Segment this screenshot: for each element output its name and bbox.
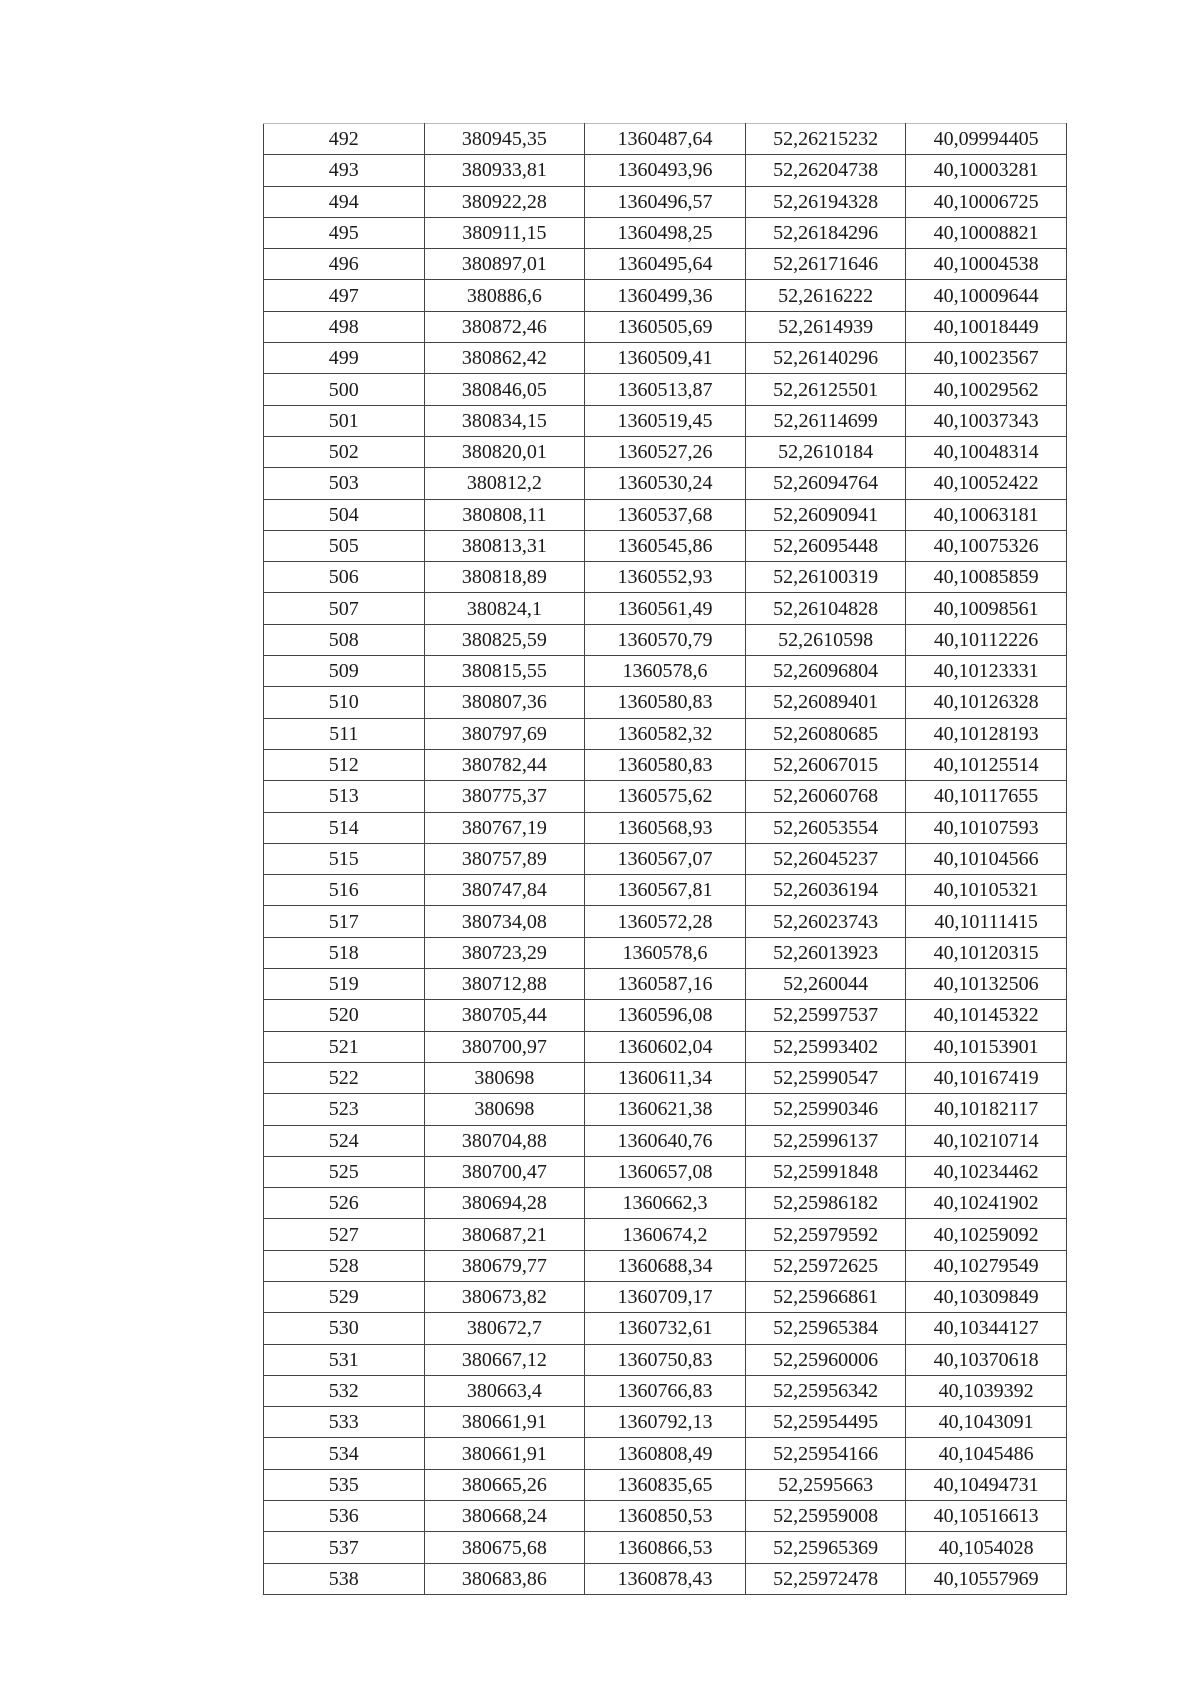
latitude-cell: 52,25965384 <box>745 1313 906 1344</box>
longitude-cell: 40,10125514 <box>906 749 1067 780</box>
latitude-cell: 52,2614939 <box>745 311 906 342</box>
table-row <box>264 1281 1067 1312</box>
longitude-cell: 40,10370618 <box>906 1344 1067 1375</box>
table-row <box>264 1031 1067 1062</box>
point-number-cell: 512 <box>264 749 425 780</box>
x-coordinate-cell: 380825,59 <box>424 624 585 655</box>
longitude-cell: 40,10107593 <box>906 812 1067 843</box>
longitude-cell: 40,10023567 <box>906 343 1067 374</box>
x-coordinate-cell: 380862,42 <box>424 343 585 374</box>
y-coordinate-cell: 1360621,38 <box>585 1094 746 1125</box>
y-coordinate-cell: 1360575,62 <box>585 781 746 812</box>
y-coordinate-cell: 1360766,83 <box>585 1375 746 1406</box>
latitude-cell: 52,25979592 <box>745 1219 906 1250</box>
longitude-cell: 40,10112226 <box>906 624 1067 655</box>
point-number-cell: 519 <box>264 969 425 1000</box>
table-row <box>264 593 1067 624</box>
latitude-cell: 52,25956342 <box>745 1375 906 1406</box>
x-coordinate-cell: 380782,44 <box>424 749 585 780</box>
latitude-cell: 52,26194328 <box>745 186 906 217</box>
x-coordinate-cell: 380834,15 <box>424 405 585 436</box>
longitude-cell: 40,10075326 <box>906 530 1067 561</box>
longitude-cell: 40,10003281 <box>906 155 1067 186</box>
point-number-cell: 536 <box>264 1501 425 1532</box>
longitude-cell: 40,10494731 <box>906 1469 1067 1500</box>
point-number-cell: 530 <box>264 1313 425 1344</box>
latitude-cell: 52,25991848 <box>745 1156 906 1187</box>
y-coordinate-cell: 1360850,53 <box>585 1501 746 1532</box>
latitude-cell: 52,26090941 <box>745 499 906 530</box>
longitude-cell: 40,10029562 <box>906 374 1067 405</box>
longitude-cell: 40,10104566 <box>906 843 1067 874</box>
longitude-cell: 40,10008821 <box>906 217 1067 248</box>
point-number-cell: 508 <box>264 624 425 655</box>
table-row <box>264 249 1067 280</box>
point-number-cell: 503 <box>264 468 425 499</box>
table-row <box>264 1125 1067 1156</box>
point-number-cell: 515 <box>264 843 425 874</box>
table-row <box>264 687 1067 718</box>
x-coordinate-cell: 380911,15 <box>424 217 585 248</box>
y-coordinate-cell: 1360640,76 <box>585 1125 746 1156</box>
table-row <box>264 1532 1067 1563</box>
point-number-cell: 518 <box>264 937 425 968</box>
point-number-cell: 527 <box>264 1219 425 1250</box>
table-row <box>264 311 1067 342</box>
table-row <box>264 1501 1067 1532</box>
table-row <box>264 624 1067 655</box>
y-coordinate-cell: 1360572,28 <box>585 906 746 937</box>
x-coordinate-cell: 380812,2 <box>424 468 585 499</box>
latitude-cell: 52,2616222 <box>745 280 906 311</box>
point-number-cell: 492 <box>264 124 425 155</box>
point-number-cell: 531 <box>264 1344 425 1375</box>
y-coordinate-cell: 1360688,34 <box>585 1250 746 1281</box>
x-coordinate-cell: 380767,19 <box>424 812 585 843</box>
table-row <box>264 1188 1067 1219</box>
latitude-cell: 52,26096804 <box>745 656 906 687</box>
table-row <box>264 1000 1067 1031</box>
point-number-cell: 505 <box>264 530 425 561</box>
point-number-cell: 534 <box>264 1438 425 1469</box>
table-row <box>264 656 1067 687</box>
longitude-cell: 40,1039392 <box>906 1375 1067 1406</box>
longitude-cell: 40,10132506 <box>906 969 1067 1000</box>
latitude-cell: 52,26023743 <box>745 906 906 937</box>
latitude-cell: 52,26100319 <box>745 562 906 593</box>
y-coordinate-cell: 1360567,07 <box>585 843 746 874</box>
y-coordinate-cell: 1360567,81 <box>585 875 746 906</box>
y-coordinate-cell: 1360587,16 <box>585 969 746 1000</box>
latitude-cell: 52,26104828 <box>745 593 906 624</box>
latitude-cell: 52,25997537 <box>745 1000 906 1031</box>
longitude-cell: 40,10120315 <box>906 937 1067 968</box>
longitude-cell: 40,10344127 <box>906 1313 1067 1344</box>
y-coordinate-cell: 1360552,93 <box>585 562 746 593</box>
longitude-cell: 40,10145322 <box>906 1000 1067 1031</box>
table-row <box>264 1407 1067 1438</box>
longitude-cell: 40,10006725 <box>906 186 1067 217</box>
x-coordinate-cell: 380808,11 <box>424 499 585 530</box>
latitude-cell: 52,25972625 <box>745 1250 906 1281</box>
longitude-cell: 40,10052422 <box>906 468 1067 499</box>
y-coordinate-cell: 1360537,68 <box>585 499 746 530</box>
table-row <box>264 436 1067 467</box>
longitude-cell: 40,10117655 <box>906 781 1067 812</box>
y-coordinate-cell: 1360662,3 <box>585 1188 746 1219</box>
x-coordinate-cell: 380668,24 <box>424 1501 585 1532</box>
point-number-cell: 500 <box>264 374 425 405</box>
longitude-cell: 40,10210714 <box>906 1125 1067 1156</box>
y-coordinate-cell: 1360835,65 <box>585 1469 746 1500</box>
latitude-cell: 52,25996137 <box>745 1125 906 1156</box>
x-coordinate-cell: 380661,91 <box>424 1407 585 1438</box>
y-coordinate-cell: 1360568,93 <box>585 812 746 843</box>
point-number-cell: 521 <box>264 1031 425 1062</box>
y-coordinate-cell: 1360519,45 <box>585 405 746 436</box>
point-number-cell: 509 <box>264 656 425 687</box>
latitude-cell: 52,26094764 <box>745 468 906 499</box>
x-coordinate-cell: 380663,4 <box>424 1375 585 1406</box>
y-coordinate-cell: 1360513,87 <box>585 374 746 405</box>
point-number-cell: 538 <box>264 1563 425 1594</box>
y-coordinate-cell: 1360674,2 <box>585 1219 746 1250</box>
table-row <box>264 499 1067 530</box>
longitude-cell: 40,10153901 <box>906 1031 1067 1062</box>
y-coordinate-cell: 1360496,57 <box>585 186 746 217</box>
table-row <box>264 186 1067 217</box>
point-number-cell: 502 <box>264 436 425 467</box>
longitude-cell: 40,09994405 <box>906 124 1067 155</box>
latitude-cell: 52,26089401 <box>745 687 906 718</box>
latitude-cell: 52,26204738 <box>745 155 906 186</box>
table-row <box>264 1094 1067 1125</box>
table-row <box>264 812 1067 843</box>
x-coordinate-cell: 380712,88 <box>424 969 585 1000</box>
y-coordinate-cell: 1360792,13 <box>585 1407 746 1438</box>
x-coordinate-cell: 380824,1 <box>424 593 585 624</box>
latitude-cell: 52,25965369 <box>745 1532 906 1563</box>
point-number-cell: 537 <box>264 1532 425 1563</box>
table-row <box>264 843 1067 874</box>
point-number-cell: 523 <box>264 1094 425 1125</box>
latitude-cell: 52,2610598 <box>745 624 906 655</box>
x-coordinate-cell: 380679,77 <box>424 1250 585 1281</box>
x-coordinate-cell: 380675,68 <box>424 1532 585 1563</box>
x-coordinate-cell: 380933,81 <box>424 155 585 186</box>
point-number-cell: 494 <box>264 186 425 217</box>
y-coordinate-cell: 1360505,69 <box>585 311 746 342</box>
point-number-cell: 498 <box>264 311 425 342</box>
longitude-cell: 40,10009644 <box>906 280 1067 311</box>
latitude-cell: 52,26080685 <box>745 718 906 749</box>
x-coordinate-cell: 380945,35 <box>424 124 585 155</box>
y-coordinate-cell: 1360611,34 <box>585 1062 746 1093</box>
coordinates-table <box>263 123 1067 1595</box>
table-row <box>264 1344 1067 1375</box>
longitude-cell: 40,10018449 <box>906 311 1067 342</box>
y-coordinate-cell: 1360732,61 <box>585 1313 746 1344</box>
point-number-cell: 495 <box>264 217 425 248</box>
point-number-cell: 532 <box>264 1375 425 1406</box>
latitude-cell: 52,25960006 <box>745 1344 906 1375</box>
latitude-cell: 52,26053554 <box>745 812 906 843</box>
latitude-cell: 52,2610184 <box>745 436 906 467</box>
point-number-cell: 522 <box>264 1062 425 1093</box>
x-coordinate-cell: 380757,89 <box>424 843 585 874</box>
table-row <box>264 155 1067 186</box>
x-coordinate-cell: 380667,12 <box>424 1344 585 1375</box>
longitude-cell: 40,10126328 <box>906 687 1067 718</box>
x-coordinate-cell: 380846,05 <box>424 374 585 405</box>
x-coordinate-cell: 380665,26 <box>424 1469 585 1500</box>
latitude-cell: 52,25990547 <box>745 1062 906 1093</box>
point-number-cell: 520 <box>264 1000 425 1031</box>
table-row <box>264 374 1067 405</box>
longitude-cell: 40,10128193 <box>906 718 1067 749</box>
latitude-cell: 52,260044 <box>745 969 906 1000</box>
longitude-cell: 40,10123331 <box>906 656 1067 687</box>
latitude-cell: 52,26114699 <box>745 405 906 436</box>
latitude-cell: 52,25954495 <box>745 1407 906 1438</box>
latitude-cell: 52,26215232 <box>745 124 906 155</box>
longitude-cell: 40,10309849 <box>906 1281 1067 1312</box>
table-row <box>264 530 1067 561</box>
latitude-cell: 52,25993402 <box>745 1031 906 1062</box>
point-number-cell: 514 <box>264 812 425 843</box>
y-coordinate-cell: 1360498,25 <box>585 217 746 248</box>
point-number-cell: 507 <box>264 593 425 624</box>
longitude-cell: 40,10234462 <box>906 1156 1067 1187</box>
y-coordinate-cell: 1360878,43 <box>585 1563 746 1594</box>
y-coordinate-cell: 1360493,96 <box>585 155 746 186</box>
y-coordinate-cell: 1360596,08 <box>585 1000 746 1031</box>
y-coordinate-cell: 1360545,86 <box>585 530 746 561</box>
longitude-cell: 40,10105321 <box>906 875 1067 906</box>
table-row <box>264 1563 1067 1594</box>
table-row <box>264 217 1067 248</box>
point-number-cell: 528 <box>264 1250 425 1281</box>
x-coordinate-cell: 380683,86 <box>424 1563 585 1594</box>
x-coordinate-cell: 380820,01 <box>424 436 585 467</box>
y-coordinate-cell: 1360527,26 <box>585 436 746 467</box>
y-coordinate-cell: 1360580,83 <box>585 749 746 780</box>
point-number-cell: 510 <box>264 687 425 718</box>
longitude-cell: 40,10241902 <box>906 1188 1067 1219</box>
x-coordinate-cell: 380813,31 <box>424 530 585 561</box>
y-coordinate-cell: 1360530,24 <box>585 468 746 499</box>
latitude-cell: 52,25990346 <box>745 1094 906 1125</box>
y-coordinate-cell: 1360602,04 <box>585 1031 746 1062</box>
point-number-cell: 497 <box>264 280 425 311</box>
table-row <box>264 343 1067 374</box>
x-coordinate-cell: 380747,84 <box>424 875 585 906</box>
latitude-cell: 52,26171646 <box>745 249 906 280</box>
y-coordinate-cell: 1360582,32 <box>585 718 746 749</box>
x-coordinate-cell: 380734,08 <box>424 906 585 937</box>
table-row <box>264 1469 1067 1500</box>
table-row <box>264 969 1067 1000</box>
latitude-cell: 52,25966861 <box>745 1281 906 1312</box>
latitude-cell: 52,2595663 <box>745 1469 906 1500</box>
point-number-cell: 525 <box>264 1156 425 1187</box>
x-coordinate-cell: 380705,44 <box>424 1000 585 1031</box>
table-row <box>264 1438 1067 1469</box>
x-coordinate-cell: 380698 <box>424 1094 585 1125</box>
latitude-cell: 52,25959008 <box>745 1501 906 1532</box>
point-number-cell: 506 <box>264 562 425 593</box>
point-number-cell: 535 <box>264 1469 425 1500</box>
longitude-cell: 40,1054028 <box>906 1532 1067 1563</box>
longitude-cell: 40,10516613 <box>906 1501 1067 1532</box>
longitude-cell: 40,10259092 <box>906 1219 1067 1250</box>
point-number-cell: 496 <box>264 249 425 280</box>
longitude-cell: 40,10167419 <box>906 1062 1067 1093</box>
x-coordinate-cell: 380698 <box>424 1062 585 1093</box>
table-row <box>264 124 1067 155</box>
latitude-cell: 52,26140296 <box>745 343 906 374</box>
x-coordinate-cell: 380700,97 <box>424 1031 585 1062</box>
x-coordinate-cell: 380815,55 <box>424 656 585 687</box>
table-row <box>264 906 1067 937</box>
x-coordinate-cell: 380807,36 <box>424 687 585 718</box>
longitude-cell: 40,10279549 <box>906 1250 1067 1281</box>
table-row <box>264 468 1067 499</box>
longitude-cell: 40,1045486 <box>906 1438 1067 1469</box>
longitude-cell: 40,10098561 <box>906 593 1067 624</box>
table-row <box>264 562 1067 593</box>
y-coordinate-cell: 1360570,79 <box>585 624 746 655</box>
x-coordinate-cell: 380872,46 <box>424 311 585 342</box>
x-coordinate-cell: 380886,6 <box>424 280 585 311</box>
y-coordinate-cell: 1360580,83 <box>585 687 746 718</box>
x-coordinate-cell: 380661,91 <box>424 1438 585 1469</box>
longitude-cell: 40,10037343 <box>906 405 1067 436</box>
y-coordinate-cell: 1360495,64 <box>585 249 746 280</box>
x-coordinate-cell: 380797,69 <box>424 718 585 749</box>
y-coordinate-cell: 1360866,53 <box>585 1532 746 1563</box>
point-number-cell: 511 <box>264 718 425 749</box>
point-number-cell: 533 <box>264 1407 425 1438</box>
point-number-cell: 513 <box>264 781 425 812</box>
table-row <box>264 718 1067 749</box>
longitude-cell: 40,1043091 <box>906 1407 1067 1438</box>
latitude-cell: 52,26060768 <box>745 781 906 812</box>
y-coordinate-cell: 1360578,6 <box>585 656 746 687</box>
table-row <box>264 1250 1067 1281</box>
point-number-cell: 529 <box>264 1281 425 1312</box>
table-row <box>264 781 1067 812</box>
point-number-cell: 493 <box>264 155 425 186</box>
y-coordinate-cell: 1360750,83 <box>585 1344 746 1375</box>
table-row <box>264 1156 1067 1187</box>
point-number-cell: 504 <box>264 499 425 530</box>
table-row <box>264 1062 1067 1093</box>
y-coordinate-cell: 1360499,36 <box>585 280 746 311</box>
table-row <box>264 405 1067 436</box>
y-coordinate-cell: 1360561,49 <box>585 593 746 624</box>
x-coordinate-cell: 380897,01 <box>424 249 585 280</box>
y-coordinate-cell: 1360657,08 <box>585 1156 746 1187</box>
latitude-cell: 52,26013923 <box>745 937 906 968</box>
table-row <box>264 875 1067 906</box>
y-coordinate-cell: 1360709,17 <box>585 1281 746 1312</box>
table-row <box>264 749 1067 780</box>
latitude-cell: 52,25986182 <box>745 1188 906 1219</box>
x-coordinate-cell: 380687,21 <box>424 1219 585 1250</box>
y-coordinate-cell: 1360808,49 <box>585 1438 746 1469</box>
longitude-cell: 40,10557969 <box>906 1563 1067 1594</box>
latitude-cell: 52,26036194 <box>745 875 906 906</box>
latitude-cell: 52,26045237 <box>745 843 906 874</box>
longitude-cell: 40,10085859 <box>906 562 1067 593</box>
latitude-cell: 52,25954166 <box>745 1438 906 1469</box>
point-number-cell: 526 <box>264 1188 425 1219</box>
point-number-cell: 517 <box>264 906 425 937</box>
latitude-cell: 52,26095448 <box>745 530 906 561</box>
x-coordinate-cell: 380818,89 <box>424 562 585 593</box>
x-coordinate-cell: 380723,29 <box>424 937 585 968</box>
point-number-cell: 516 <box>264 875 425 906</box>
x-coordinate-cell: 380704,88 <box>424 1125 585 1156</box>
y-coordinate-cell: 1360509,41 <box>585 343 746 374</box>
point-number-cell: 499 <box>264 343 425 374</box>
table-row <box>264 1375 1067 1406</box>
longitude-cell: 40,10048314 <box>906 436 1067 467</box>
point-number-cell: 501 <box>264 405 425 436</box>
longitude-cell: 40,10004538 <box>906 249 1067 280</box>
point-number-cell: 524 <box>264 1125 425 1156</box>
x-coordinate-cell: 380700,47 <box>424 1156 585 1187</box>
table-row <box>264 1219 1067 1250</box>
table-row <box>264 1313 1067 1344</box>
x-coordinate-cell: 380922,28 <box>424 186 585 217</box>
latitude-cell: 52,26184296 <box>745 217 906 248</box>
y-coordinate-cell: 1360578,6 <box>585 937 746 968</box>
coordinates-table-body <box>264 124 1067 1595</box>
longitude-cell: 40,10111415 <box>906 906 1067 937</box>
x-coordinate-cell: 380673,82 <box>424 1281 585 1312</box>
latitude-cell: 52,26125501 <box>745 374 906 405</box>
table-row <box>264 280 1067 311</box>
y-coordinate-cell: 1360487,64 <box>585 124 746 155</box>
latitude-cell: 52,25972478 <box>745 1563 906 1594</box>
x-coordinate-cell: 380672,7 <box>424 1313 585 1344</box>
table-row <box>264 937 1067 968</box>
longitude-cell: 40,10063181 <box>906 499 1067 530</box>
latitude-cell: 52,26067015 <box>745 749 906 780</box>
longitude-cell: 40,10182117 <box>906 1094 1067 1125</box>
x-coordinate-cell: 380775,37 <box>424 781 585 812</box>
x-coordinate-cell: 380694,28 <box>424 1188 585 1219</box>
